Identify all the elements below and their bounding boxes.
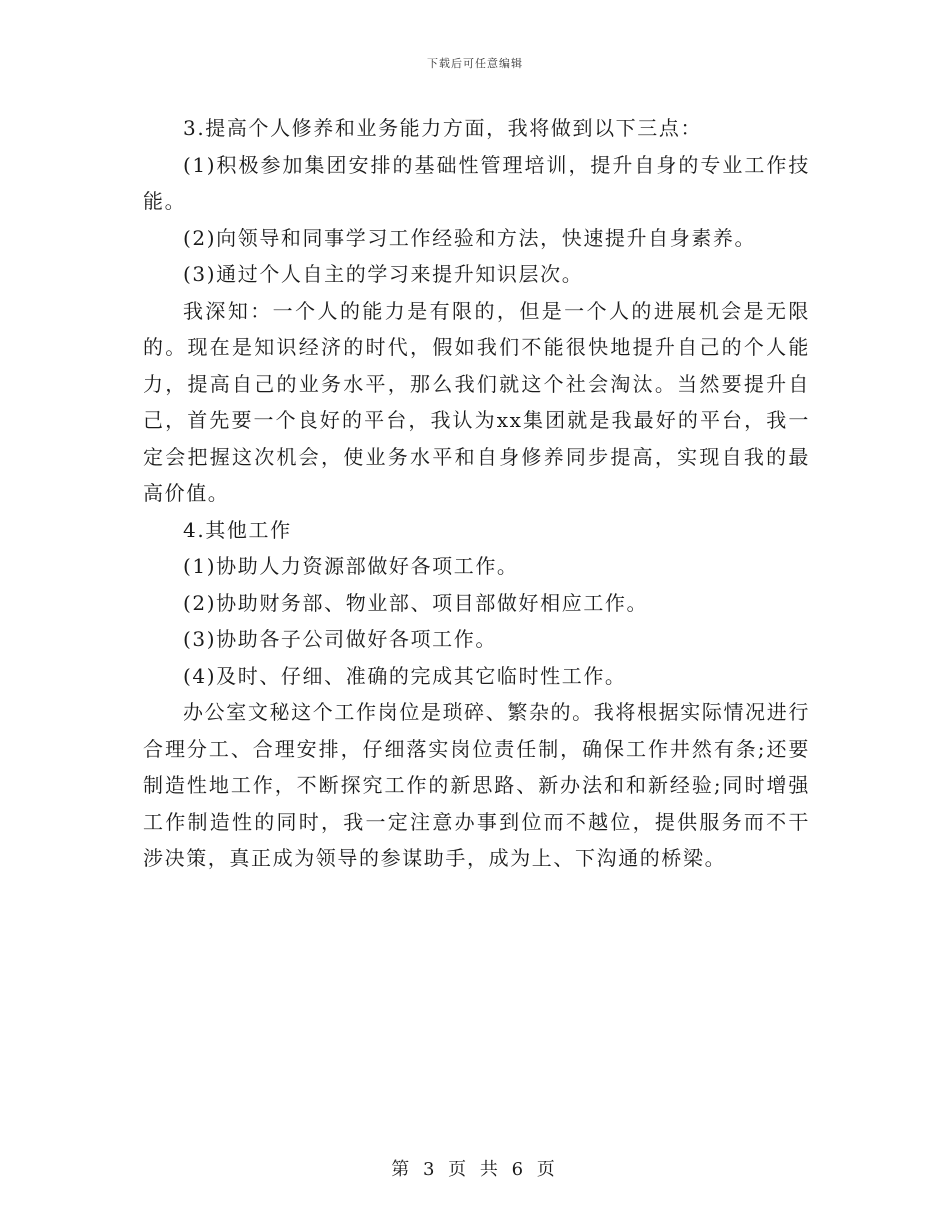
paragraph-conclusion: 办公室文秘这个工作岗位是琐碎、繁杂的。我将根据实际情况进行合理分工、合理安排，仔细落实岗位责任制，确保工作井然有条;还要制造性地工作，不断探究工作的新思路、新办法和和新经验;同时增强工作制造性的同时，我一定注意办事到位而不越位，提供服务而不干涉决策，真正成为领导的参谋助手，成为上、下沟通的桥梁。 (143, 700, 810, 870)
document-body (143, 110, 810, 877)
paragraph-section-3-heading: 3.提高个人修养和业务能力方面，我将做到以下三点： (183, 116, 703, 140)
paragraph-other-item-4: (4)及时、仔细、准确的完成其它临时性工作。 (183, 663, 627, 688)
page-number-footer: 第 3 页 共 6 页 (391, 1159, 559, 1180)
paragraph-reflection: 我深知：一个人的能力是有限的，但是一个人的进展机会是无限的。现在是知识经济的时代，假如我们不能很快地提升自己的个人能力，提高自己的业务水平，那么我们就这个社会淘汰。当然要提升自己，首先要一个良好的平台，我认为xx集团就是我最好的平台，我一定会把握这次机会，使业务水平和自身修养同步提高，实现自我的最高价值。 (143, 298, 810, 505)
paragraph-item-3-self-study: (3)通过个人自主的学习来提升知识层次。 (183, 262, 584, 286)
paragraph-item-1-training: (1)积极参加集团安排的基础性管理培训，提升自身的专业工作技能。 (143, 152, 810, 213)
page-header-note: 下载后可任意编辑 (427, 57, 523, 70)
paragraph-other-item-1: (1)协助人力资源部做好各项工作。 (183, 554, 519, 578)
paragraph-item-2-learning: (2)向领导和同事学习工作经验和方法，快速提升自身素养。 (183, 225, 757, 250)
paragraph-section-4-heading: 4.其他工作 (183, 517, 292, 542)
paragraph-other-item-2: (2)协助财务部、物业部、项目部做好相应工作。 (183, 590, 649, 615)
paragraph-other-item-3: (3)协助各子公司做好各项工作。 (183, 627, 497, 651)
